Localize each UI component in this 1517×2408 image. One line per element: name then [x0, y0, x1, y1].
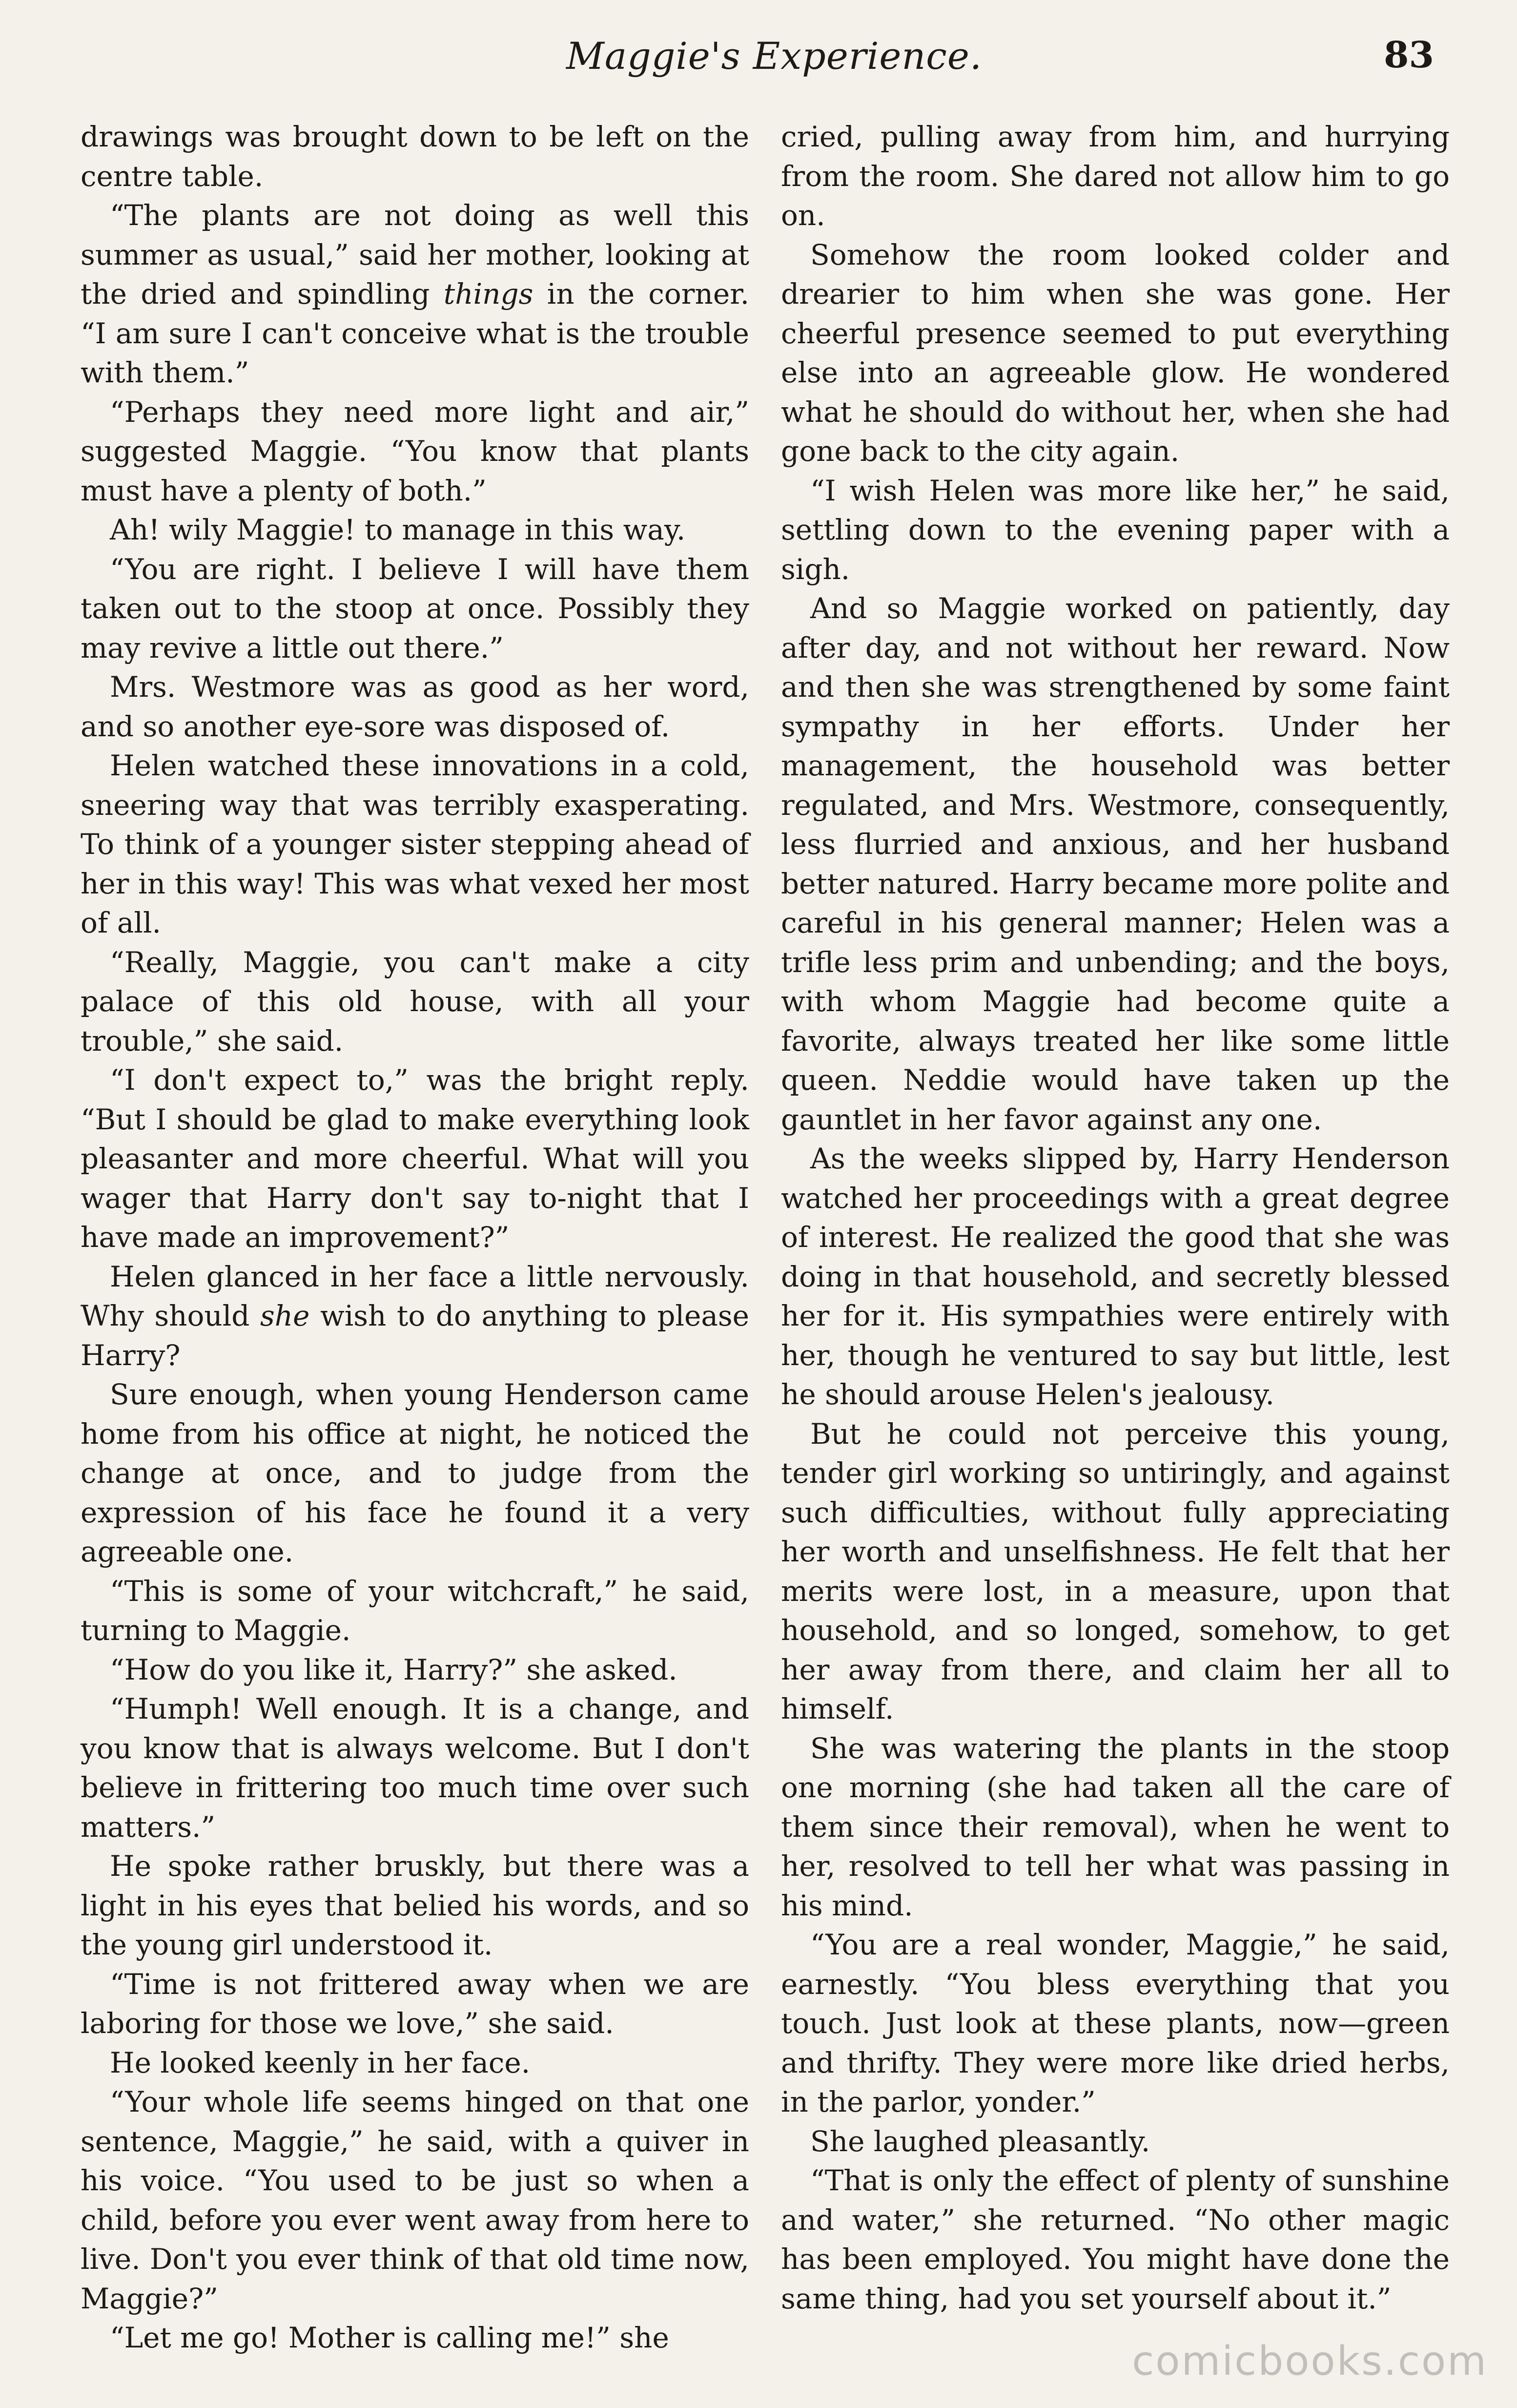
- paragraph: “Your whole life seems hinged on that one sentence, Maggie,” he said, with a quiver in his voice. “You used to be just so when a child, before you ever went away from here to live. Don't you ever think of that old time now, Maggie?”: [81, 2085, 749, 2315]
- paragraph-text: in the corner. “I am sure I can't conceive what is the trouble with them.”: [81, 277, 750, 389]
- paragraph: “Time is not frittered away when we are laboring for those we love,” she said.: [81, 1967, 749, 2040]
- paragraph-text: “The plants are not doing as well this summer as usual,” said her mother, looking at the dried and spindling: [81, 199, 749, 311]
- paragraph: [81, 196, 749, 393]
- watermark: comicbooks.com: [1132, 2338, 1488, 2385]
- paragraph: “I wish Helen was more like her,” he said, settling down to the evening paper with a sigh.: [781, 474, 1450, 586]
- paragraph: Sure enough, when young Henderson came home from his office at night, he noticed the change at once, and to judge from the expression of his face he found it a very agreeable one.: [81, 1378, 749, 1568]
- paragraph: “I don't expect to,” was the bright reply. “But I should be glad to make everything look pleasanter and more cheerful. What will you wager that Harry don't say to-night that I have made an improvement?”: [81, 1063, 749, 1254]
- right-column: [781, 117, 1450, 2318]
- running-title: Maggie's Experience.: [566, 34, 982, 78]
- left-column: [81, 117, 749, 2358]
- paragraph: “Humph! Well enough. It is a change, and you know that is always welcome. But I don't believe in frittering too much time over such matters.”: [81, 1692, 749, 1844]
- paragraph: [81, 1257, 749, 1375]
- italic-word: things: [443, 277, 533, 311]
- paragraph: She laughed pleasantly.: [810, 2124, 1150, 2158]
- paragraph: He looked keenly in her face.: [110, 2046, 531, 2079]
- paragraph: And so Maggie worked on patiently, day after day, and not without her reward. Now and then she was strengthened by some faint sympathy in her efforts. Under her management, the household was better regulated, and Mrs. Westmore, consequently, less flurried and anxious, and her husband better natured. Harry became more polite and careful in his general manner; Helen was a trifle less prim and unbending; and the boys, with whom Maggie had become quite a favorite, always treated her like some little queen. Neddie would have taken up the gauntlet in her favor against any one.: [781, 592, 1450, 1136]
- paragraph: “Perhaps they need more light and air,” suggested Maggie. “You know that plants must have a plenty of both.”: [81, 395, 749, 507]
- paragraph: Helen watched these innovations in a cold, sneering way that was terribly exasperating. To think of a younger sister stepping ahead of her in this way! This was what vexed her most of all.: [81, 749, 749, 939]
- paragraph: cried, pulling away from him, and hurrying from the room. She dared not allow him to go on.: [781, 120, 1450, 232]
- running-head: [0, 34, 1517, 88]
- paragraph: “This is some of your witchcraft,” he said, turning to Maggie.: [81, 1574, 749, 1647]
- paragraph: “You are right. I believe I will have them taken out to the stoop at once. Possibly they may revive a little out there.”: [81, 552, 749, 664]
- paragraph: She was watering the plants in the stoop one morning (she had taken all the care of them since their removal), when he went to her, resolved to tell her what was passing in his mind.: [781, 1731, 1450, 1922]
- paragraph: “That is only the effect of plenty of sunshine and water,” she returned. “No other magic has been employed. You might have done the same thing, had you set yourself about it.”: [781, 2164, 1450, 2315]
- paragraph: “Let me go! Mother is calling me!” she: [110, 2321, 669, 2354]
- paragraph: He spoke rather bruskly, but there was a light in his eyes that belied his words, and so the young girl understood it.: [81, 1849, 749, 1961]
- paragraph: Somehow the room looked colder and drearier to him when she was gone. Her cheerful presence seemed to put everything else into an agreeable glow. He wondered what he should do without her, when she had gone back to the city again.: [781, 238, 1450, 468]
- paragraph: “You are a real wonder, Maggie,” he said, earnestly. “You bless everything that you touch. Just look at these plants, now—green and thrifty. They were more like dried herbs, in the parlor, yonder.”: [781, 1928, 1450, 2118]
- italic-word: she: [260, 1299, 310, 1332]
- paragraph: As the weeks slipped by, Harry Henderson watched her proceedings with a great degree of interest. He realized the good that she was doing in that household, and secretly blessed her for it. His sympathies were entirely with her, though he ventured to say but little, lest he should arouse Helen's jealousy.: [781, 1142, 1450, 1411]
- paragraph-text: Helen glanced in her face a little nervously. Why should: [81, 1260, 749, 1332]
- paragraph: “How do you like it, Harry?” she asked.: [110, 1653, 677, 1686]
- paragraph-text: wish to do anything to please Harry?: [81, 1299, 750, 1372]
- page-number: 83: [1384, 34, 1434, 76]
- paragraph: Mrs. Westmore was as good as her word, and so another eye-sore was disposed of.: [81, 670, 749, 743]
- paragraph: Ah! wily Maggie! to manage in this way.: [110, 513, 686, 546]
- paragraph: But he could not perceive this young, tender girl working so untiringly, and against such difficulties, without fully appreciating her worth and unselfishness. He felt that her merits were lost, in a measure, upon that household, and so longed, somehow, to get her away from there, and claim her all to himself.: [781, 1417, 1450, 1725]
- paragraph: “Really, Maggie, you can't make a city palace of this old house, with all your trouble,” she said.: [81, 945, 749, 1058]
- paragraph: drawings was brought down to be left on the centre table.: [81, 120, 749, 193]
